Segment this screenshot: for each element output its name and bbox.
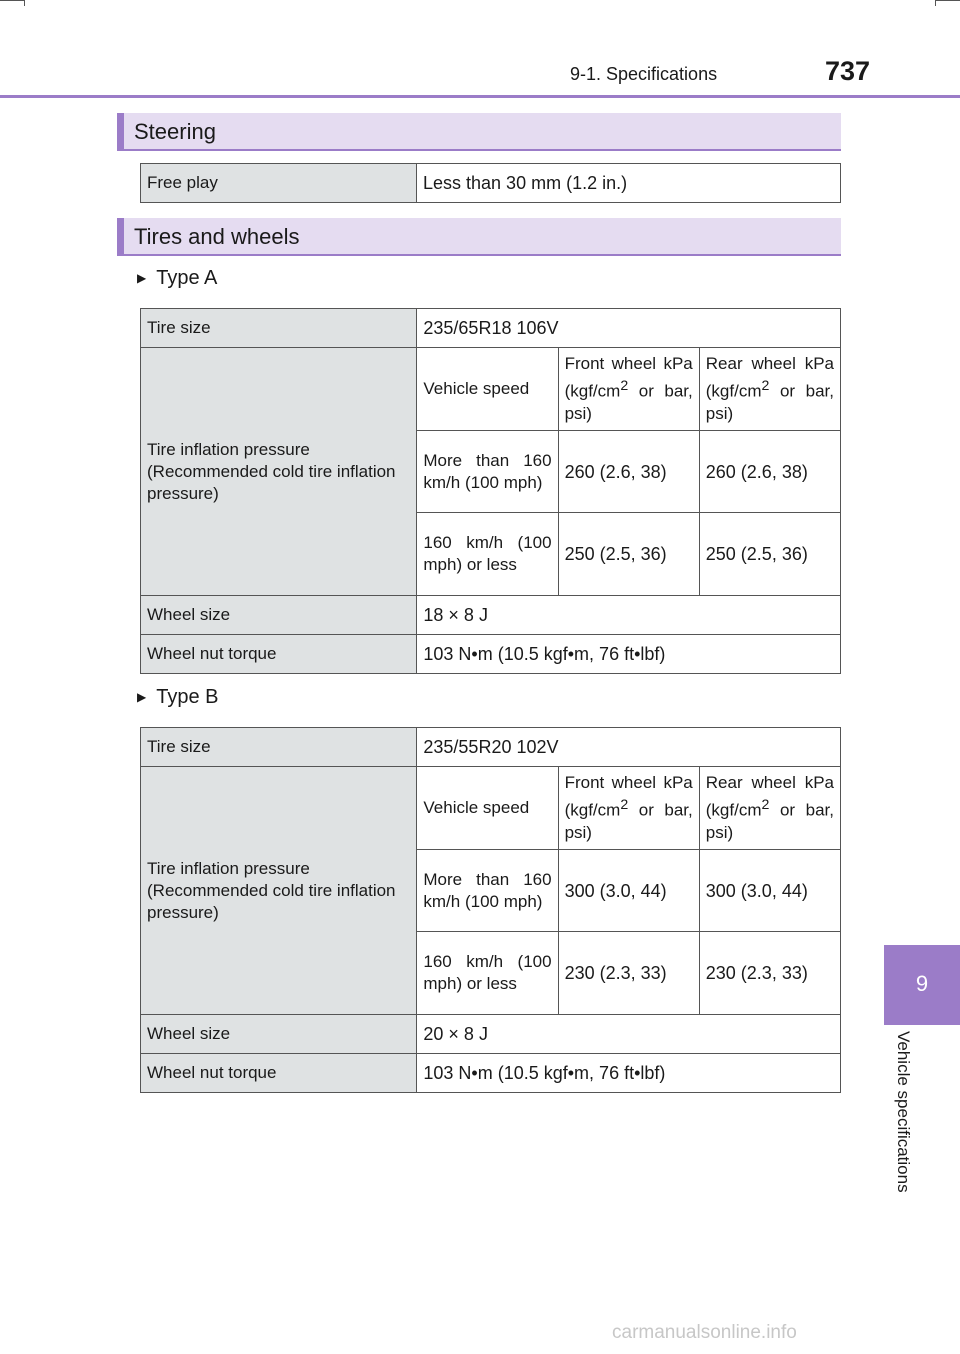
- unit-suffix: or bar, psi): [564, 381, 693, 423]
- rear-pressure-low: 250 (2.5, 36): [699, 513, 840, 596]
- table-row: [141, 728, 841, 767]
- type-b-text: Type B: [156, 686, 219, 708]
- free-play-label: Free play: [141, 164, 417, 203]
- tires-heading: [117, 218, 841, 256]
- wheel-size-label: Wheel size: [141, 1015, 417, 1054]
- page-header: [0, 0, 960, 100]
- superscript: 2: [620, 797, 629, 814]
- front-wheel-header-text: Front wheel kPa (kgf/cm: [564, 354, 693, 401]
- tire-size-value: 235/65R18 106V: [417, 309, 841, 348]
- rear-pressure-high: 300 (3.0, 44): [699, 850, 840, 932]
- rear-wheel-header: [699, 348, 840, 431]
- header-rule: [0, 95, 960, 98]
- front-pressure-low: 250 (2.5, 36): [558, 513, 699, 596]
- nut-torque-value: 103 N•m (10.5 kgf•m, 76 ft•lbf): [417, 635, 841, 674]
- table-row: [141, 348, 841, 431]
- tires-heading-text: Tires and wheels: [134, 224, 300, 249]
- page-number: 737: [825, 56, 871, 86]
- triangle-bullet-icon: ▶: [137, 690, 147, 704]
- type-b-label: [137, 686, 219, 709]
- inflation-pressure-label: Tire inflation pressure (Recommended cold tire inflation pressure): [141, 348, 417, 596]
- nut-torque-label: Wheel nut torque: [141, 635, 417, 674]
- chapter-label-text: Vehicle specifications: [894, 1031, 913, 1193]
- front-wheel-header-text: Front wheel kPa (kgf/cm: [564, 773, 693, 820]
- unit-suffix: or bar, psi): [564, 800, 693, 842]
- front-pressure-high: 260 (2.6, 38): [558, 431, 699, 513]
- table-row: [141, 767, 841, 850]
- type-a-text: Type A: [156, 267, 218, 289]
- table-row: [141, 1015, 841, 1054]
- speed-high: More than 160 km/h (100 mph): [417, 850, 558, 932]
- superscript: 2: [761, 378, 770, 395]
- wheel-size-value: 20 × 8 J: [417, 1015, 841, 1054]
- superscript: 2: [620, 378, 629, 395]
- free-play-value: Less than 30 mm (1.2 in.): [417, 164, 841, 203]
- rear-wheel-header-text: Rear wheel kPa (kgf/cm: [705, 773, 834, 820]
- speed-low: 160 km/h (100 mph) or less: [417, 932, 558, 1015]
- tire-size-label: Tire size: [141, 728, 417, 767]
- type-b-table: [140, 727, 841, 1093]
- unit-suffix: or bar, psi): [705, 381, 834, 423]
- front-pressure-low: 230 (2.3, 33): [558, 932, 699, 1015]
- rear-wheel-header: [699, 767, 840, 850]
- table-row: [141, 309, 841, 348]
- table-row: [141, 1054, 841, 1093]
- speed-high: More than 160 km/h (100 mph): [417, 431, 558, 513]
- tire-size-label: Tire size: [141, 309, 417, 348]
- chapter-tab[interactable]: [884, 945, 960, 1025]
- type-a-label: [137, 267, 217, 290]
- table-row: [141, 164, 841, 203]
- steering-heading-text: Steering: [134, 119, 216, 144]
- speed-low: 160 km/h (100 mph) or less: [417, 513, 558, 596]
- table-row: [141, 635, 841, 674]
- steering-table: [140, 163, 841, 203]
- front-wheel-header: [558, 767, 699, 850]
- triangle-bullet-icon: ▶: [137, 271, 147, 285]
- wheel-size-label: Wheel size: [141, 596, 417, 635]
- rear-wheel-header-text: Rear wheel kPa (kgf/cm: [705, 354, 834, 401]
- nut-torque-value: 103 N•m (10.5 kgf•m, 76 ft•lbf): [417, 1054, 841, 1093]
- vehicle-speed-header: Vehicle speed: [417, 348, 558, 431]
- unit-suffix: or bar, psi): [705, 800, 834, 842]
- inflation-pressure-label: Tire inflation pressure (Recommended cold tire inflation pressure): [141, 767, 417, 1015]
- chapter-side-label: [888, 1031, 918, 1226]
- chapter-number: 9: [915, 971, 929, 996]
- wheel-size-value: 18 × 8 J: [417, 596, 841, 635]
- type-a-table: [140, 308, 841, 674]
- rear-pressure-high: 260 (2.6, 38): [699, 431, 840, 513]
- watermark: carmanualsonline.info: [612, 1322, 797, 1343]
- front-pressure-high: 300 (3.0, 44): [558, 850, 699, 932]
- tire-size-value: 235/55R20 102V: [417, 728, 841, 767]
- front-wheel-header: [558, 348, 699, 431]
- steering-heading: [117, 113, 841, 151]
- table-row: [141, 596, 841, 635]
- superscript: 2: [761, 797, 770, 814]
- vehicle-speed-header: Vehicle speed: [417, 767, 558, 850]
- rear-pressure-low: 230 (2.3, 33): [699, 932, 840, 1015]
- section-title: 9-1. Specifications: [570, 64, 718, 84]
- nut-torque-label: Wheel nut torque: [141, 1054, 417, 1093]
